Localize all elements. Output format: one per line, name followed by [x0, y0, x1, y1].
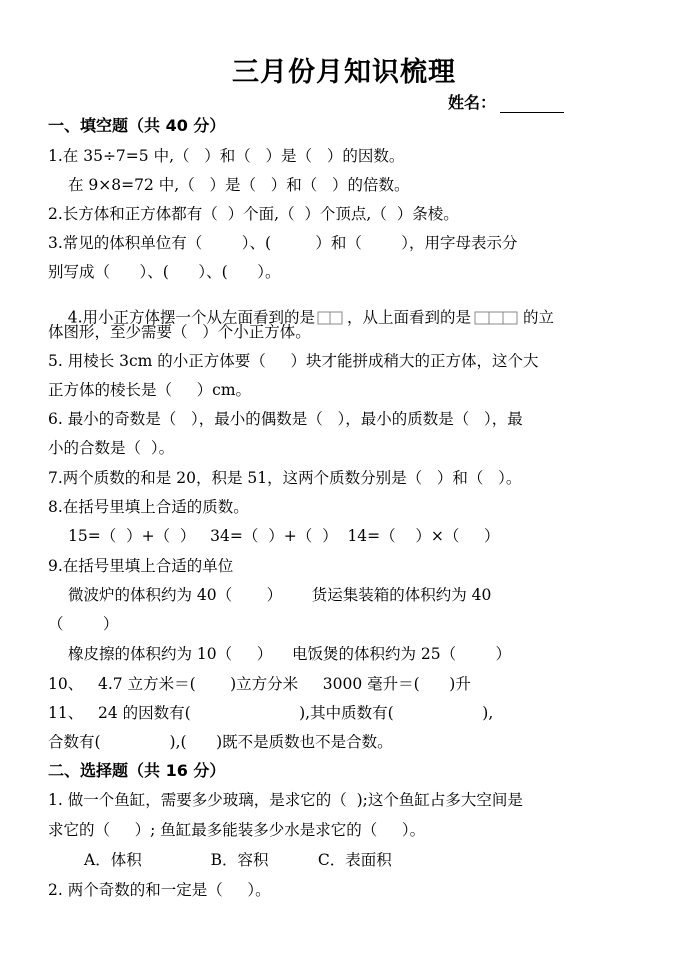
question-3b: 别写成（ ）、( ）、( ）。: [48, 263, 281, 281]
question-8-blanks: 15=（ ）+（ ） 34=（ ）+（ ） 14=（ ）×（ ）: [68, 527, 500, 545]
question-2: 2.长方体和正方体都有（ ）个面,（ ）个顶点,（ ）条棱。: [48, 205, 459, 223]
question-6b: 小的合数是（ ）。: [48, 439, 175, 457]
choice-2: 2. 两个奇数的和一定是（ ）。: [48, 881, 271, 899]
question-9: 9.在括号里填上合适的单位: [48, 557, 234, 575]
name-label: 姓名：: [448, 93, 497, 112]
name-field: [448, 90, 564, 113]
question-5b: 正方体的棱长是（ ）cm。: [48, 381, 252, 399]
left-view-figure-icon: [315, 306, 347, 331]
name-blank[interactable]: [500, 96, 564, 113]
question-6a: 6. 最小的奇数是（ ），最小的偶数是（ ），最小的质数是（ ），最: [48, 410, 523, 428]
page-title: 三月份月知识梳理: [232, 57, 456, 88]
question-5a: 5. 用棱长 3cm 的小正方体要（ ）块才能拼成稍大的正方体，这个大: [48, 352, 539, 370]
question-9c: 橡皮擦的体积约为 10（ ） 电饭煲的体积约为 25（ ）: [68, 645, 512, 663]
question-8: 8.在括号里填上合适的质数。: [48, 498, 249, 516]
question-11b: 合数有( ),( )既不是质数也不是合数。: [48, 733, 393, 751]
top-view-figure-icon: [471, 306, 523, 331]
question-4a-post: 的立: [523, 308, 555, 327]
question-11a: 11、 24 的因数有( ),其中质数有( ),: [48, 704, 494, 722]
question-1b: 在 9×8=72 中,（ ）是（ ）和（ ）的倍数。: [68, 176, 410, 194]
choice-1-options: A．体积 B．容积 C．表面积: [84, 851, 392, 869]
section-choice-heading: 二、选择题（共 16 分）: [48, 761, 226, 780]
question-4a-mid: ，从上面看到的是: [347, 308, 472, 327]
question-1a: 1.在 35÷7=5 中,（ ）和（ ）是（ ）的因数。: [48, 147, 405, 165]
question-9a: 微波炉的体积约为 40（ ） 货运集装箱的体积约为 40: [68, 586, 492, 604]
section-fill-in-heading: 一、填空题（共 40 分）: [48, 116, 226, 135]
question-7: 7.两个质数的和是 20，积是 51，这两个质数分别是（ ）和（ ）。: [48, 469, 522, 487]
question-4b: 体图形，至少需要（ ）个小正方体。: [48, 323, 311, 341]
choice-1a: 1. 做一个鱼缸，需要多少玻璃，是求它的（ );这个鱼缸占多大空间是: [48, 791, 523, 809]
choice-1b: 求它的（ ）; 鱼缸最多能装多少水是求它的（ ）。: [48, 821, 426, 839]
question-9b: （ ）: [48, 615, 119, 633]
question-4a-pre: 4.用小正方体摆一个从左面看到的是: [67, 308, 316, 327]
question-10: 10、 4.7 立方米＝( )立方分米 3000 毫升＝( )升: [48, 675, 471, 693]
question-3a: 3.常见的体积单位有（ ）、( ）和（ ），用字母表示分: [48, 234, 518, 252]
